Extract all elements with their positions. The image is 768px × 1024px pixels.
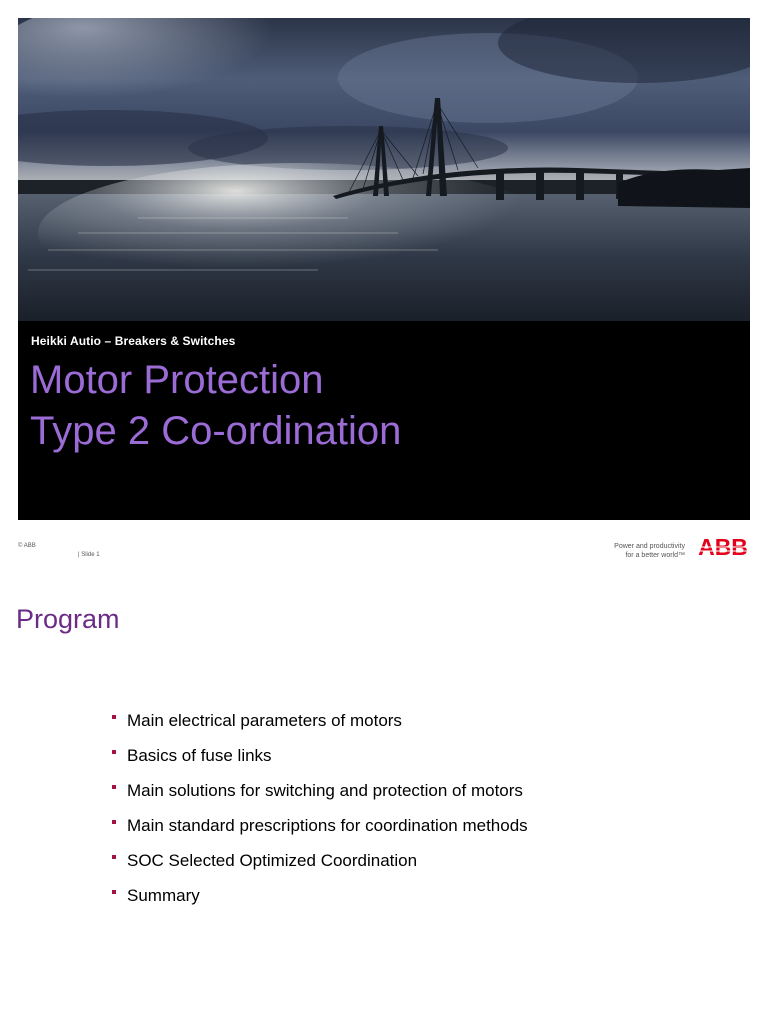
abb-logo-text: ABB bbox=[698, 535, 748, 559]
title-panel bbox=[18, 321, 750, 520]
agenda-item-text: Main standard prescriptions for coordination methods bbox=[127, 816, 528, 835]
slide-title-line-2: Type 2 Co-ordination bbox=[30, 409, 402, 453]
tagline-line-1: Power and productivity bbox=[614, 543, 685, 550]
agenda-item-text: Summary bbox=[127, 886, 200, 905]
agenda-item bbox=[112, 885, 528, 920]
agenda-item-text: Main solutions for switching and protection of motors bbox=[127, 781, 523, 800]
agenda-item-text: Basics of fuse links bbox=[127, 746, 272, 765]
bullet-square-icon bbox=[112, 715, 116, 719]
agenda-item bbox=[112, 850, 528, 885]
bullet-square-icon bbox=[112, 785, 116, 789]
abb-tagline bbox=[560, 542, 685, 560]
tagline-line-2: for a better world™ bbox=[625, 552, 685, 559]
copyright-text: © ABB bbox=[18, 543, 36, 549]
agenda-list bbox=[112, 710, 528, 920]
program-heading: Program bbox=[16, 604, 120, 634]
hero-image-bridge bbox=[18, 18, 750, 321]
agenda-item-text: SOC Selected Optimized Coordination bbox=[127, 851, 418, 870]
agenda-item-text: Main electrical parameters of motors bbox=[127, 711, 402, 730]
bullet-square-icon bbox=[112, 820, 116, 824]
bridge-photo bbox=[18, 18, 750, 321]
agenda-item bbox=[112, 815, 528, 850]
abb-logo-icon bbox=[695, 535, 751, 559]
agenda-item bbox=[112, 710, 528, 745]
bullet-square-icon bbox=[112, 855, 116, 859]
agenda-item bbox=[112, 745, 528, 780]
bullet-square-icon bbox=[112, 750, 116, 754]
agenda-item bbox=[112, 780, 528, 815]
slide-number: | Slide 1 bbox=[78, 552, 100, 558]
bullet-square-icon bbox=[112, 890, 116, 894]
slide-title-line-1: Motor Protection bbox=[30, 358, 324, 402]
presenter-subtitle: Heikki Autio – Breakers & Switches bbox=[31, 334, 236, 348]
